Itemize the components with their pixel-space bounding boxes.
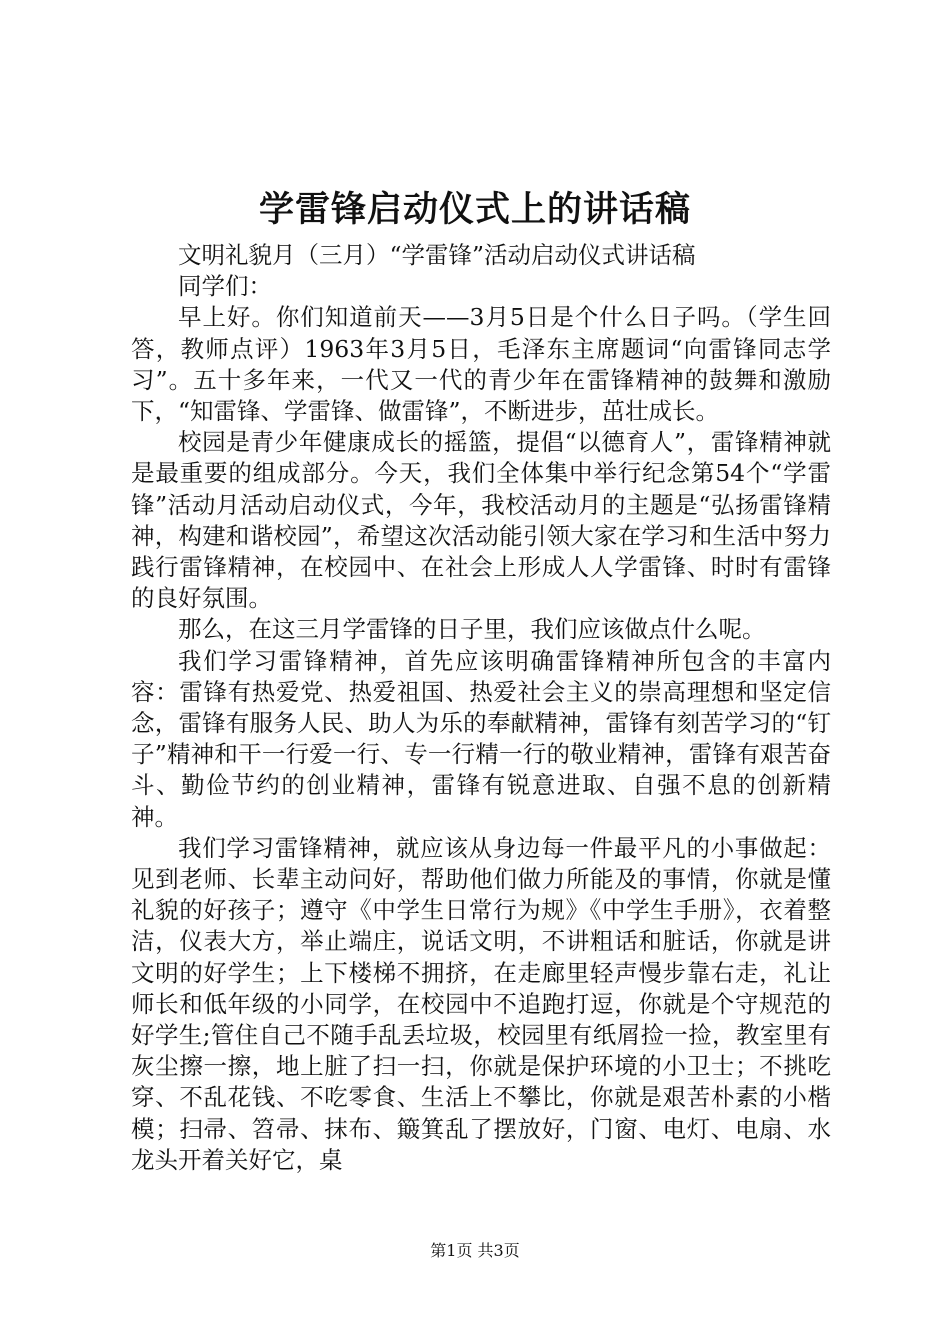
page-number-footer: 第1页 共3页 — [430, 1241, 520, 1260]
body-paragraph: 我们学习雷锋精神，首先应该明确雷锋精神所包含的丰富内容：雷锋有热爱党、热爱祖国、热爱社会主义的崇高理想和坚定信念，雷锋有服务人民、助人为乐的奉献精神，雷锋有刻苦学习的“钉子”精神和干一行爱一行、专一行精一行的敬业精神，雷锋有艰苦奋斗、勤俭节约的创业精神，雷锋有锐意进取、自强不息的创新精神。 — [131, 646, 831, 831]
document-title: 学雷锋启动仪式上的讲话稿 — [258, 189, 691, 230]
salutation-paragraph: 同学们： — [178, 272, 272, 301]
subtitle-paragraph: 文明礼貌月（三月）“学雷锋”活动启动仪式讲话稿 — [178, 241, 696, 269]
body-paragraph: 早上好。你们知道前天——3月5日是个什么日子吗。（学生回答，教师点评）1963年3月5日，毛泽东主席题词“向雷锋同志学习”。五十多年来，一代又一代的青少年在雷锋精神的鼓舞和激励下，“知雷锋、学雷锋、做雷锋”，不断进步，茁壮成长。 — [131, 303, 831, 426]
body-paragraph: 我们学习雷锋精神，就应该从身边每一件最平凡的小事做起：见到老师、长辈主动问好，帮助他们做力所能及的事情，你就是懂礼貌的好孩子；遵守《中学生日常行为规》《中学生手册》，衣着整洁，仪表大方，举止端庄，说话文明，不讲粗话和脏话，你就是讲文明的好学生；上下楼梯不拥挤，在走廊里轻声慢步靠右走，礼让师长和低年级的小同学，在校园中不追跑打逗，你就是个守规范的好学生;管住自己不随手乱丢垃圾，校园里有纸屑捡一捡，教室里有灰尘擦一擦，地上脏了扫一扫，你就是保护环境的小卫士；不挑吃穿、不乱花钱、不吃零食、生活上不攀比，你就是艰苦朴素的小楷模；扫帚、笤帚、抹布、簸箕乱了摆放好，门窗、电灯、电扇、水龙头开着关好它，桌 — [131, 833, 831, 1174]
body-paragraph: 校园是青少年健康成长的摇篮，提倡“以德育人”，雷锋精神就是最重要的组成部分。今天，我们全体集中举行纪念第54个“学雷锋”活动月活动启动仪式，今年，我校活动月的主题是“弘扬雷锋精神，构建和谐校园”，希望这次活动能引领大家在学习和生活中努力践行雷锋精神，在校园中、在社会上形成人人学雷锋、时时有雷锋的良好氛围。 — [131, 428, 831, 613]
body-paragraph: 那么，在这三月学雷锋的日子里，我们应该做点什么呢。 — [178, 615, 766, 644]
document-body — [131, 240, 831, 1176]
